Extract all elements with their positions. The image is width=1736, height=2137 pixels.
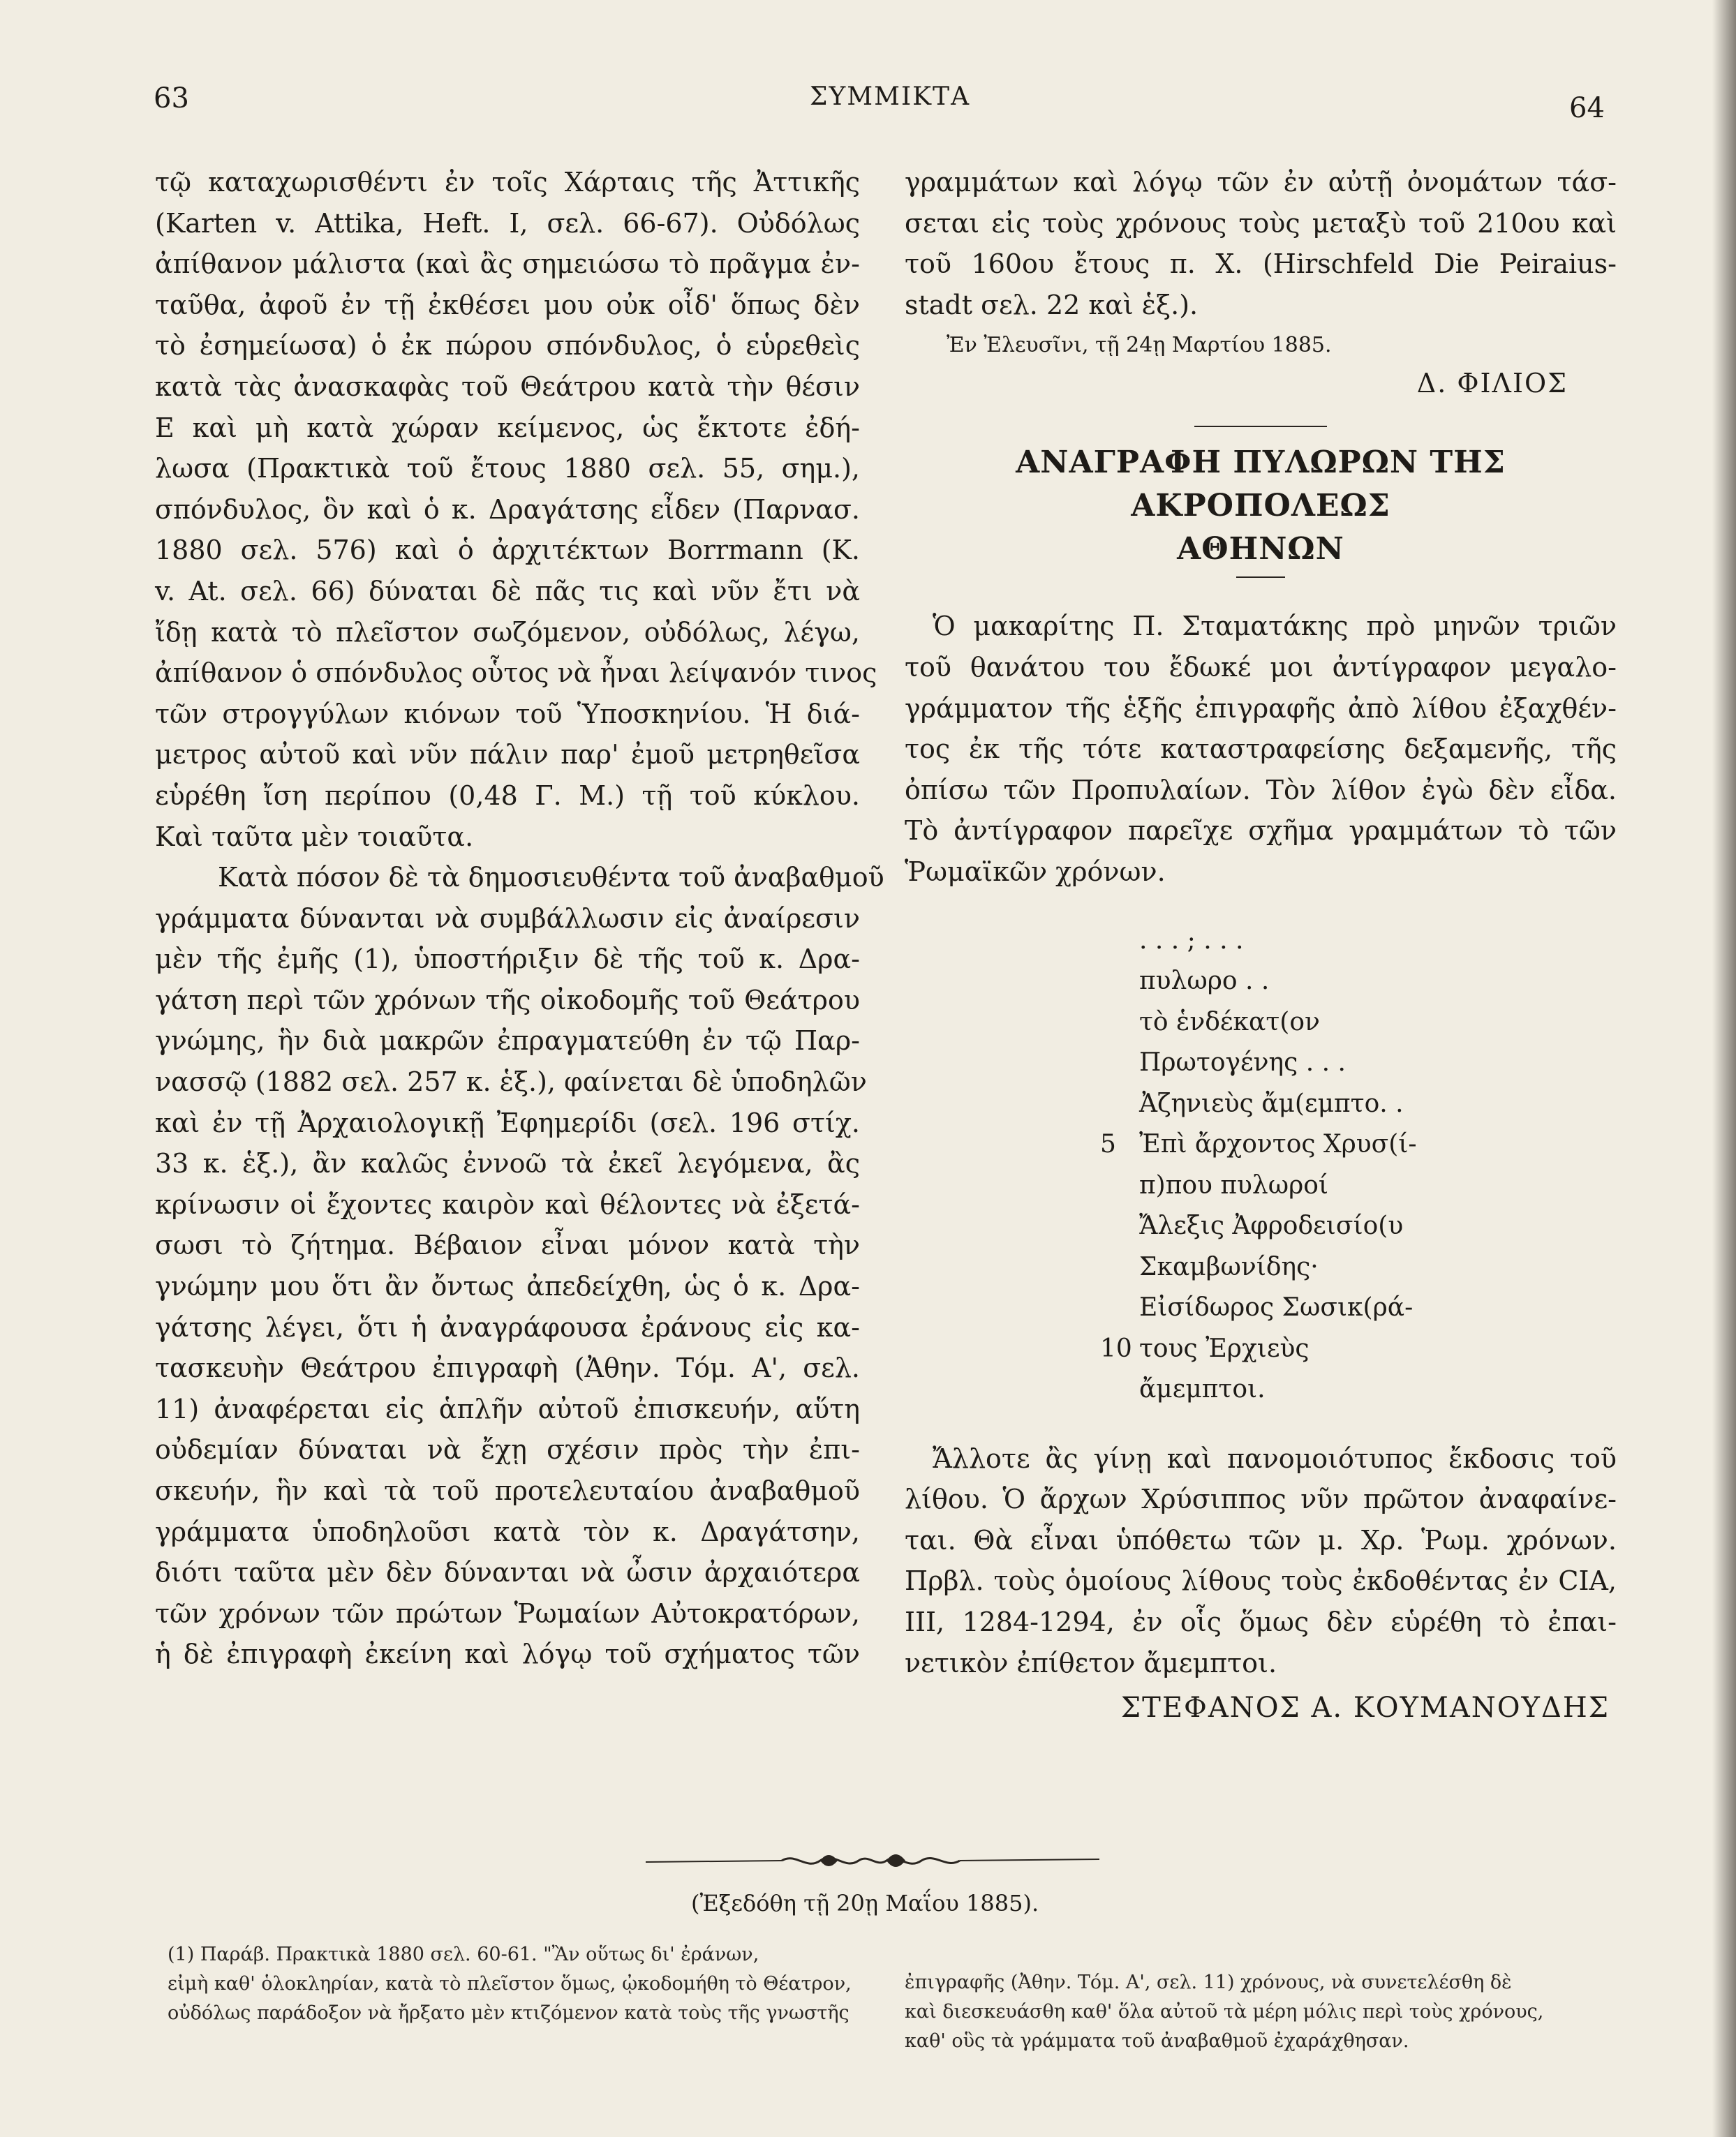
text-line: Ὁ μακαρίτης Π. Σταματάκης πρὸ μηνῶν τριῶν xyxy=(933,611,1617,642)
inscription-line-text: Εἰσίδωρος Σωσικ(ρά- xyxy=(1139,1293,1414,1323)
text-line: ται. Θὰ εἶναι ὑπόθετω τῶν μ. Χρ. Ῥωμ. χρόνων. xyxy=(905,1524,1617,1556)
text-line: Ε καὶ μὴ κατὰ χώραν κείμενος, ὡς ἔκτοτε ἐδή- xyxy=(155,412,860,443)
inscription-line-text: π)που πυλωροί xyxy=(1139,1170,1329,1200)
text-line: οὐδεμίαν δύναται νὰ ἔχῃ σχέσιν πρὸς τὴν ἐπι- xyxy=(155,1434,860,1466)
text-line: λωσα (Πρακτικὰ τοῦ ἔτους 1880 σελ. 55, σημ.), xyxy=(155,453,860,484)
left-column xyxy=(155,162,884,1675)
right-column xyxy=(905,162,1617,1732)
text-line: νασσῷ (1882 σελ. 257 κ. ἑξ.), φαίνεται δὲ ὑποδηλῶν xyxy=(155,1066,867,1098)
text-line: μετρος αὐτοῦ καὶ νῦν πάλιν παρ' ἐμοῦ μετρηθεῖσα xyxy=(155,739,860,770)
text-line: Ῥωμαϊκῶν χρόνων. xyxy=(905,856,1166,887)
text-line: ταῦθα, ἀφοῦ ἐν τῇ ἐκθέσει μου οὐκ οἶδ' ὅπως δὲν xyxy=(155,289,860,320)
text-line: Πρβλ. τοὺς ὁμοίους λίθους τοὺς ἐκδοθέντας ἐν CIA, xyxy=(905,1565,1617,1597)
inscription-line xyxy=(905,1084,1617,1125)
text-line: νετικὸν ἐπίθετον ἄμεμπτοι. xyxy=(905,1647,1277,1678)
article-title-line2: ΑΘΗΝΩΝ xyxy=(1177,531,1344,567)
author-signature: ΣΤΕΦΑΝΟΣ Α. ΚΟΥΜΑΝΟΥΔΗΣ xyxy=(1120,1692,1610,1725)
text-line: (1) Παράβ. Πρακτικὰ 1880 σελ. 60-61. "Ἂν οὕτως δι' ἐράνων, xyxy=(168,1944,759,1965)
text-line: τασκευὴν Θεάτρου ἐπιγραφὴ (Ἀθην. Τόμ. Α', σελ. xyxy=(155,1353,860,1384)
text-line: εἰμὴ καθ' ὁλοκληρίαν, κατὰ τὸ πλεῖστον ὅμως, ᾠκοδομήθη τὸ Θέατρον, xyxy=(168,1973,852,1995)
text-line: σκευήν, ἣν καὶ τὰ τοῦ προτελευταίου ἀναβαθμοῦ xyxy=(155,1475,860,1506)
text-line: Ἄλλοτε ἂς γίνῃ καὶ πανομοιότυπος ἔκδοσις τοῦ xyxy=(933,1443,1617,1474)
text-line: οὐδόλως παράδοξον νὰ ἤρξατο μὲν κτιζόμενον κατὰ τοὺς τῆς γνωστῆς xyxy=(168,2002,850,2024)
text-line: σωσι τὸ ζήτημα. Βέβαιον εἶναι μόνον κατὰ τὴν xyxy=(155,1230,860,1261)
text-line: ὀπίσω τῶν Προπυλαίων. Τὸν λίθον ἐγὼ δὲν εἶδα. xyxy=(905,774,1617,805)
inscription-line xyxy=(905,1288,1617,1329)
inscription-line-text: πυλωρο . . xyxy=(1139,967,1270,996)
signature-filios: Δ. ΦΙΛΙΟΣ xyxy=(1416,368,1568,399)
article-title-line1: ΑΝΑΓΡΑΦΗ ΠΥΛΩΡΩΝ ΤΗΣ ΑΚΡΟΠΟΛΕΩΣ xyxy=(1016,445,1506,524)
page-header xyxy=(0,82,1736,124)
dateline: Ἐν Ἐλευσῖνι, τῇ 24ῃ Μαρτίου 1885. xyxy=(947,333,1332,358)
inscription-line xyxy=(905,1124,1617,1166)
inscription-line xyxy=(905,921,1617,962)
inscription-line-text: Ἐπὶ ἄρχοντος Χρυσ(ί- xyxy=(1139,1130,1417,1159)
section-divider xyxy=(1194,426,1327,427)
inscription-line xyxy=(905,1043,1617,1084)
text-line: ἡ δὲ ἐπιγραφὴ ἐκείνη καὶ λόγῳ τοῦ σχήματος τῶν xyxy=(155,1639,860,1670)
text-line: λίθου. Ὁ ἄρχων Χρύσιππος νῦν πρῶτον ἀναφαίνε- xyxy=(905,1484,1617,1515)
inscription-line xyxy=(905,961,1617,1002)
text-line: v. At. σελ. 66) δύναται δὲ πᾶς τις καὶ νῦν ἔτι νὰ xyxy=(155,575,860,606)
inscription-line-text: ἄμεμπτοι. xyxy=(1139,1375,1266,1404)
inscription-line-text: Ἄλεξις Ἀφροδεισίο(υ xyxy=(1139,1212,1404,1241)
inscription-line xyxy=(905,1206,1617,1247)
text-line: τοῦ θανάτου του ἔδωκέ μοι ἀντίγραφον μεγαλο- xyxy=(905,651,1617,683)
inscription-line-text: Ἀζηνιεὺς ἄμ(εμπτο. . xyxy=(1139,1089,1404,1118)
text-line: ἀπίθανον μάλιστα (καὶ ἂς σημειώσω τὸ πρᾶγμα ἐν- xyxy=(155,248,860,280)
inscription-line xyxy=(905,1369,1617,1410)
inscription-line-text: Σκαμβωνίδης· xyxy=(1139,1252,1319,1281)
running-title: ΣΥΜΜΙΚΤΑ xyxy=(810,82,971,111)
ornamental-rule xyxy=(646,1847,1099,1875)
text-line: 11) ἀναφέρεται εἰς ἁπλῆν αὐτοῦ ἐπισκευήν, αὕτη xyxy=(155,1393,860,1424)
text-line: (Karten v. Attika, Heft. I, σελ. 66-67). Οὐδόλως xyxy=(155,207,860,239)
text-line: γραμμάτων καὶ λόγῳ τῶν ἐν αὐτῇ ὀνομάτων τάσ- xyxy=(905,167,1617,198)
inscription-line xyxy=(905,1247,1617,1288)
footnote-left xyxy=(168,1940,866,2028)
text-line: καὶ διεσκευάσθη καθ' ὅλα αὐτοῦ τὰ μέρη μόλις περὶ τοὺς χρόνους, xyxy=(905,2001,1544,2023)
footnote-right xyxy=(905,1968,1603,2056)
text-line: τὸ ἐσημείωσα) ὁ ἐκ πώρου σπόνδυλος, ὁ εὑρεθεὶς xyxy=(155,330,860,362)
text-line: γράμματα ὑποδηλοῦσι κατὰ τὸν κ. Δραγάτσην, xyxy=(155,1516,860,1547)
text-line: γράμματα δύνανται νὰ συμβάλλωσιν εἰς ἀναίρεσιν xyxy=(155,902,860,934)
text-line: τος ἐκ τῆς τότε καταστραφείσης δεξαμενῆς, τῆς xyxy=(905,734,1617,765)
right-paragraph-3 xyxy=(905,1438,1617,1684)
text-line: Καὶ ταῦτα μὲν τοιαῦτα. xyxy=(155,821,474,852)
publication-date: (Ἐξεδόθη τῇ 20ῃ Μαΐου 1885). xyxy=(691,1890,1039,1916)
text-line: τῶν στρογγύλων κιόνων τοῦ Ὑποσκηνίου. Ἡ διά- xyxy=(155,698,860,729)
right-paragraph-1 xyxy=(905,162,1617,325)
inscription-line xyxy=(905,1166,1617,1207)
text-line: καὶ ἐν τῇ Ἀρχαιολογικῇ Ἐφημερίδι (σελ. 196 στίχ. xyxy=(155,1107,860,1138)
inscription-line-text: τὸ ἑνδέκατ(ον xyxy=(1139,1007,1320,1036)
text-line: γνώμην μου ὅτι ἂν ὄντως ἀπεδείχθη, ὡς ὁ κ. Δρα- xyxy=(155,1271,860,1302)
text-line: κρίνωσιν οἱ ἔχοντες καιρὸν καὶ θέλοντες νὰ ἐξετά- xyxy=(155,1189,860,1220)
page-number-left: 63 xyxy=(154,82,189,114)
text-line: ἀπίθανον ὁ σπόνδυλος οὗτος νὰ ἦναι λείψανόν τινος xyxy=(155,657,877,689)
text-line: ἐπιγραφῆς (Ἀθην. Τόμ. Α', σελ. 11) χρόνους, νὰ συνετελέσθη δὲ xyxy=(905,1972,1512,1993)
inscription-line-text: τους Ἐρχιεὺς xyxy=(1139,1334,1310,1363)
text-line: κατὰ τὰς ἀνασκαφὰς τοῦ Θεάτρου κατὰ τὴν θέσιν xyxy=(155,371,860,402)
left-paragraph-2 xyxy=(155,857,884,1675)
text-line: Κατὰ πόσον δὲ τὰ δημοσιευθέντα τοῦ ἀναβαθμοῦ xyxy=(218,862,884,893)
text-line: 1880 σελ. 576) καὶ ὁ ἀρχιτέκτων Borrmann (K. xyxy=(155,535,860,566)
line-number: 10 xyxy=(1100,1334,1132,1363)
text-line: τοῦ 160ου ἔτους π. Χ. (Hirschfeld Die Peiraius- xyxy=(905,248,1617,280)
text-line: III, 1284-1294, ἐν οἷς ὅμως δὲν εὑρέθη τὸ ἐπαι- xyxy=(905,1606,1617,1637)
text-line: καθ' οὓς τὰ γράμματα τοῦ ἀναβαθμοῦ ἐχαράχθησαν. xyxy=(905,2030,1409,2052)
text-line: διότι ταῦτα μὲν δὲν δύνανται νὰ ὦσιν ἀρχαιότερα xyxy=(155,1557,860,1588)
text-line: τῷ καταχωρισθέντι ἐν τοῖς Χάρταις τῆς Ἀττικῆς xyxy=(155,167,860,198)
text-line: τῶν χρόνων τῶν πρώτων Ῥωμαίων Αὐτοκρατόρων, xyxy=(155,1598,860,1629)
inscription-text xyxy=(905,921,1617,1410)
text-line: εὑρέθη ἴση περίπου (0,48 Γ. Μ.) τῇ τοῦ κύκλου. xyxy=(155,780,860,811)
title-rule xyxy=(1236,576,1285,578)
inscription-line xyxy=(905,1002,1617,1043)
text-line: γνώμης, ἣν διὰ μακρῶν ἐπραγματεύθη ἐν τῷ Παρ- xyxy=(155,1025,860,1057)
text-line: ἴδῃ κατὰ τὸ πλεῖστον σωζόμενον, οὐδόλως, λέγω, xyxy=(155,616,860,648)
right-paragraph-2 xyxy=(905,606,1617,892)
text-line: γράμματον τῆς ἑξῆς ἐπιγραφῆς ἀπὸ λίθου ἐξαχθέν- xyxy=(905,692,1617,724)
text-line: γάτση περὶ τῶν χρόνων τῆς οἰκοδομῆς τοῦ Θεάτρου xyxy=(155,984,860,1015)
page-number-right: 64 xyxy=(1569,92,1605,124)
text-line: stadt σελ. 22 καὶ ἑξ.). xyxy=(905,289,1199,320)
text-line: σπόνδυλος, ὃν καὶ ὁ κ. Δραγάτσης εἶδεν (Παρνασ. xyxy=(155,493,860,525)
left-paragraph-1 xyxy=(155,162,877,857)
text-line: σεται εἰς τοὺς χρόνους τοὺς μεταξὺ τοῦ 210ου καὶ xyxy=(905,207,1617,239)
inscription-line-text: . . . ; . . . xyxy=(1139,925,1244,955)
inscription-line-text: Πρωτογένης . . . xyxy=(1139,1048,1346,1078)
text-line: 33 κ. ἑξ.), ἂν καλῶς ἐννοῶ τὰ ἐκεῖ λεγόμενα, ἂς xyxy=(155,1148,860,1179)
page-edge-shadow xyxy=(1712,0,1736,2137)
line-number: 5 xyxy=(1100,1130,1116,1159)
text-line: μὲν τῆς ἐμῆς (1), ὑποστήριξιν δὲ τῆς τοῦ κ. Δρα- xyxy=(155,944,860,975)
inscription-line xyxy=(905,1329,1617,1370)
text-line: Τὸ ἀντίγραφον παρεῖχε σχῆμα γραμμάτων τὸ τῶν xyxy=(905,815,1617,847)
text-line: γάτσης λέγει, ὅτι ἡ ἀναγράφουσα ἐράνους εἰς κα- xyxy=(155,1311,860,1343)
